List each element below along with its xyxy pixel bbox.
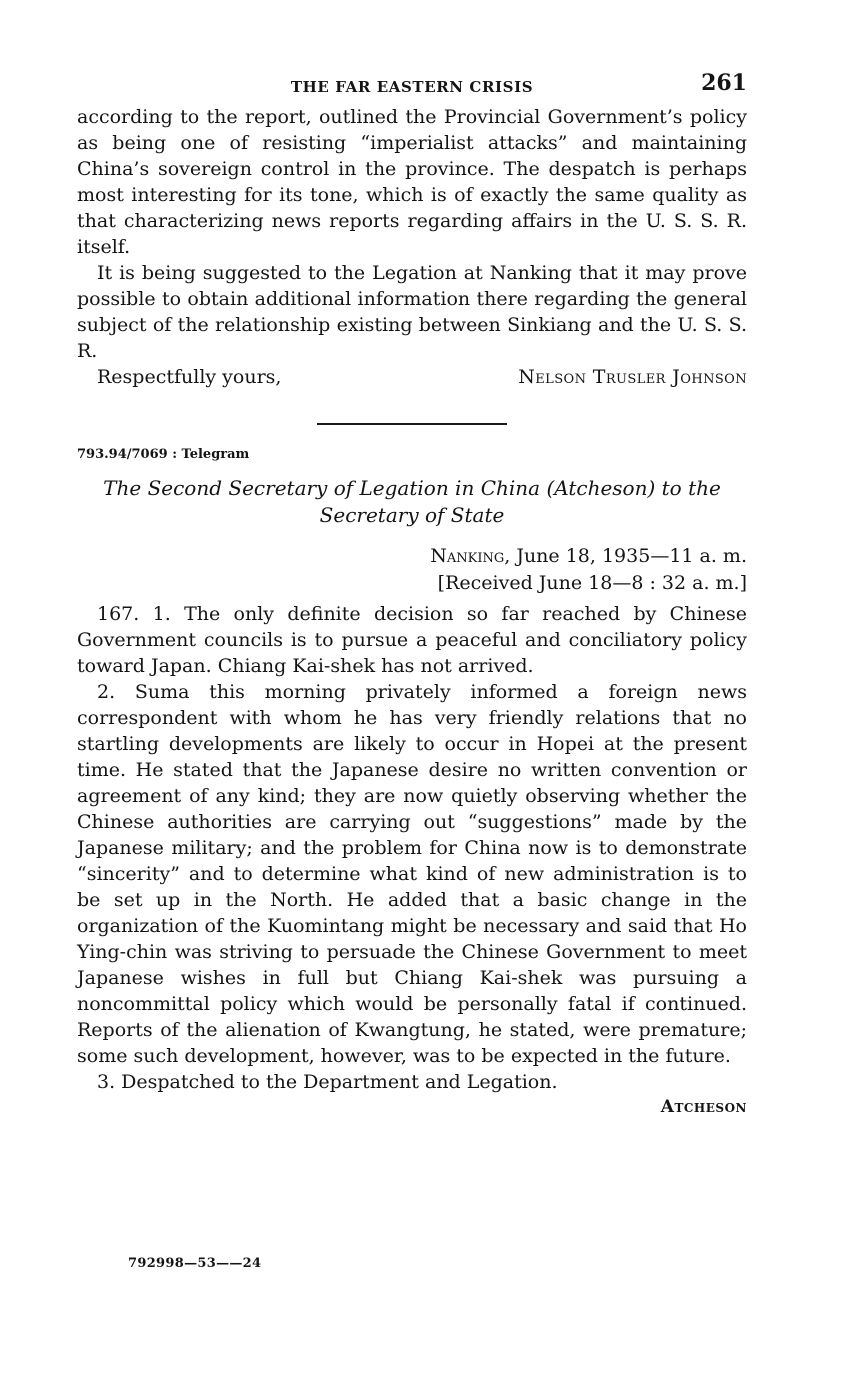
running-title: THE FAR EASTERN CRISIS — [290, 78, 534, 96]
dateline-sent — [77, 543, 747, 570]
telegram-title: The Second Secretary of Legation in China (Atcheson) to the Secretary of State — [103, 476, 721, 527]
file-reference: 793.94/7069 : Telegram — [77, 447, 250, 462]
despatch-paragraph-1: according to the report, outlined the Provincial Government’s policy as being one of resisting “imperialist attacks” and maintaining China’s sovereign control in the province. The despatch is perhaps most interesting for its tone, which is of exactly the same quality as that characterizing news reports regarding affairs in the U. S. S. R. itself. — [77, 106, 747, 258]
document-page — [77, 70, 747, 1117]
dateline-date: , June 18, 1935—11 a. m. — [504, 545, 747, 567]
print-code: 792998—53——24 — [128, 1256, 262, 1271]
telegram-sender: Atcheson — [660, 1097, 747, 1117]
telegram-paragraph-1: 167. 1. The only definite decision so far reached by Chinese Government councils is to pursue a peaceful and conciliatory policy toward Japan. Chiang Kai-shek has not arrived. — [77, 603, 747, 677]
telegram-paragraph-3: 3. Despatched to the Department and Legation. — [97, 1071, 558, 1093]
dateline-received: [Received June 18—8 : 32 a. m.] — [437, 572, 747, 594]
section-divider — [317, 423, 507, 425]
signoff-row — [77, 364, 747, 390]
signature: Nelson Trusler Johnson — [518, 366, 747, 388]
closing-salutation: Respectfully yours, — [97, 366, 282, 388]
page-number: 261 — [701, 70, 747, 96]
dateline — [77, 543, 747, 597]
despatch-paragraph-2: It is being suggested to the Legation at Nanking that it may prove possible to obtain additional information there regarding the general subject of the relationship existing between Sinkiang and the U. S. S. R. — [77, 262, 747, 362]
running-header — [77, 70, 747, 104]
dateline-place: Nanking — [430, 545, 505, 567]
telegram-paragraph-2: 2. Suma this morning privately informed a foreign news correspondent with whom he has very friendly relations that no startling developments are likely to occur in Hopei at the present time. He stated that the Japanese desire no written convention or agreement of any kind; they are now quietly observing whether the Chinese authorities are carrying out “suggestions” made by the Japanese military; and the problem for China now is to demonstrate “sincerity” and to determine what kind of new administration is to be set up in the North. He added that a basic change in the organization of the Kuomintang might be necessary and said that Ho Ying-chin was striving to persuade the Chinese Government to meet Japanese wishes in full but Chiang Kai-shek was pursuing a noncommittal policy which would be personally fatal if continued. Reports of the alienation of Kwangtung, he stated, were premature; some such development, however, was to be expected in the future. — [77, 681, 747, 1067]
